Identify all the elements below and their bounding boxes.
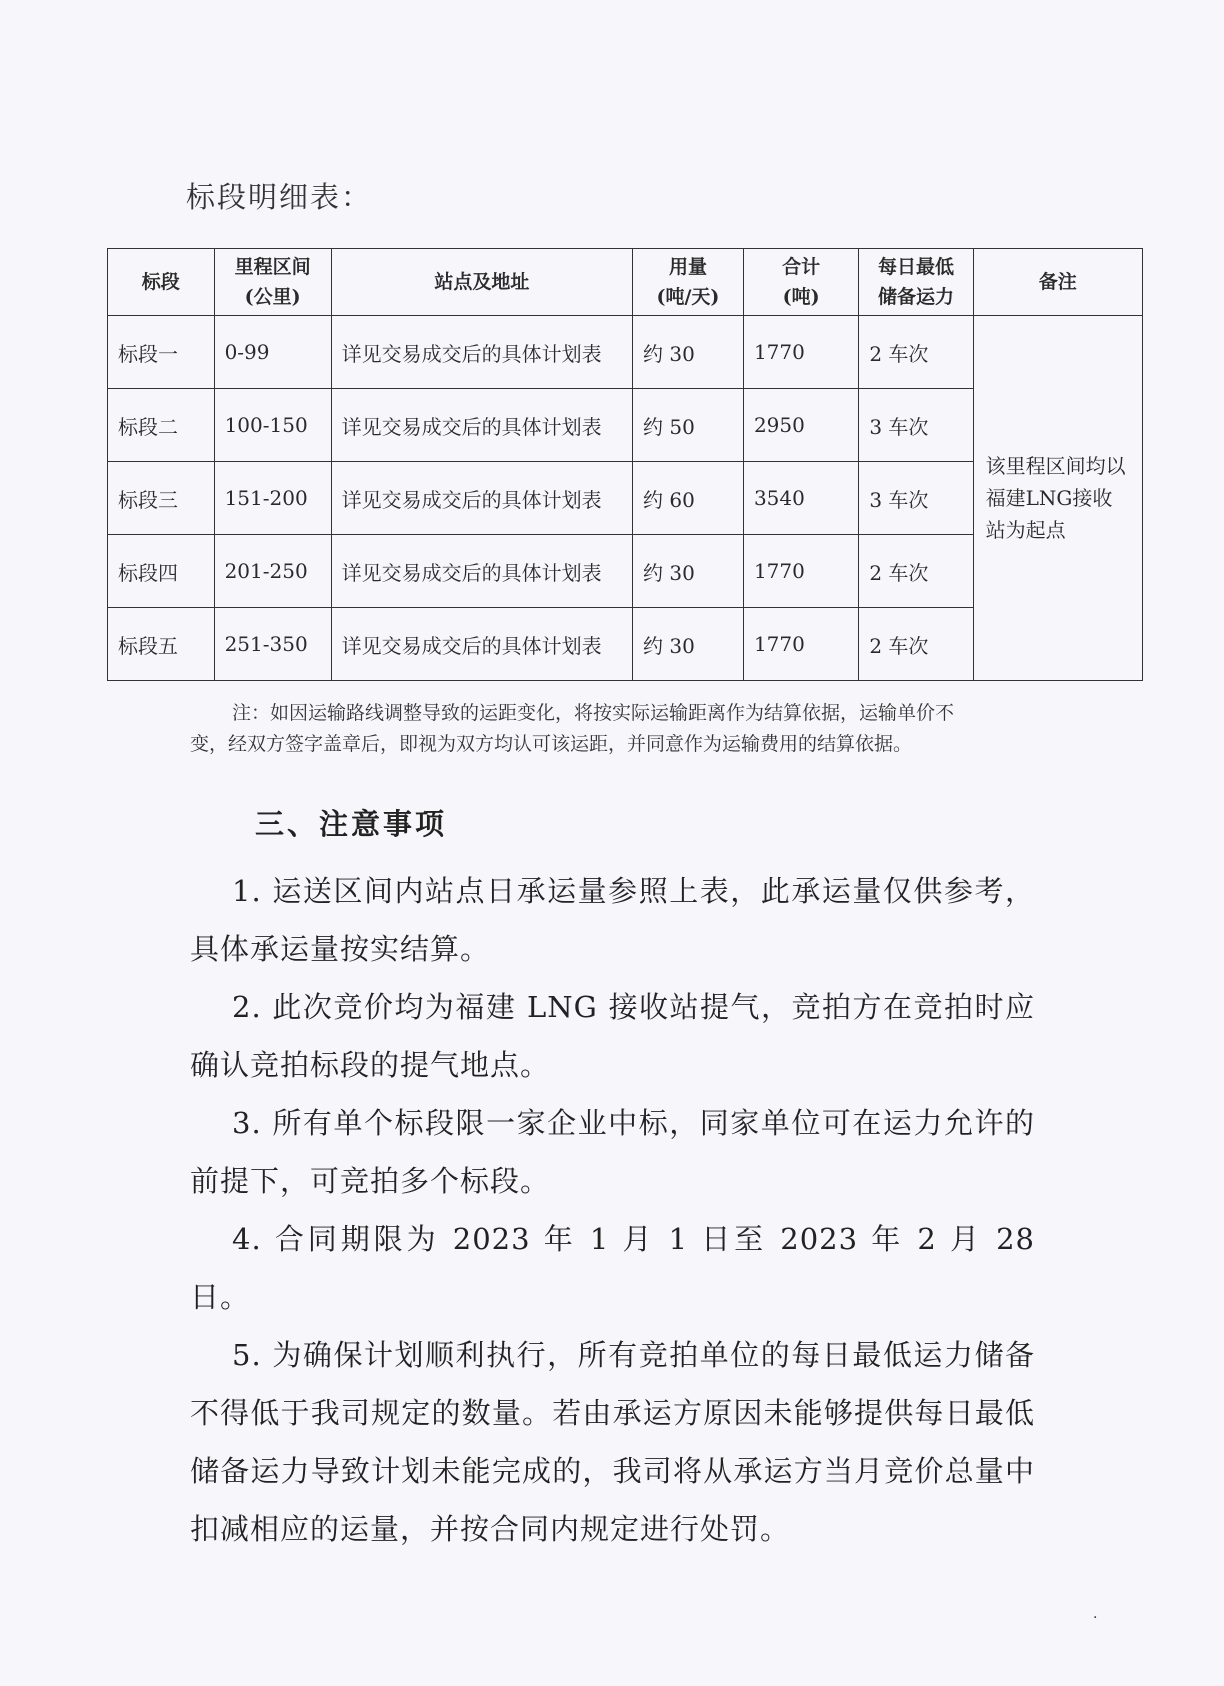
segment-detail-table <box>107 248 1143 681</box>
cell-segment: 标段一 <box>108 316 215 389</box>
cell-km: 100-150 <box>214 389 331 462</box>
cell-km: 151-200 <box>214 462 331 535</box>
cell-usage: 约 60 <box>632 462 743 535</box>
cell-km: 201-250 <box>214 535 331 608</box>
cell-usage: 约 30 <box>632 608 743 681</box>
cell-usage: 约 50 <box>632 389 743 462</box>
header-total <box>743 249 858 316</box>
cell-total: 3540 <box>743 462 858 535</box>
header-km-range <box>214 249 331 316</box>
table-row <box>108 316 1143 389</box>
cell-site: 详见交易成交后的具体计划表 <box>331 389 632 462</box>
header-segment: 标段 <box>108 249 215 316</box>
cell-usage: 约 30 <box>632 316 743 389</box>
cell-segment: 标段五 <box>108 608 215 681</box>
header-capacity-line1: 每日最低 <box>877 256 954 278</box>
cell-site: 详见交易成交后的具体计划表 <box>331 535 632 608</box>
cell-segment: 标段四 <box>108 535 215 608</box>
cell-site: 详见交易成交后的具体计划表 <box>331 316 632 389</box>
table-footnote: 注：如因运输路线调整导致的运距变化，将按实际运输距离作为结算依据，运输单价不变，经双方签字盖章后，即视为双方均认可该运距，并同意作为运输费用的结算依据。 <box>190 702 955 755</box>
cell-total: 2950 <box>743 389 858 462</box>
notice-item-3: 3. 所有单个标段限一家企业中标，同家单位可在运力允许的前提下，可竞拍多个标段。 <box>190 1106 1035 1198</box>
cell-total: 1770 <box>743 608 858 681</box>
cell-capacity: 2 车次 <box>859 608 973 681</box>
notice-items <box>190 862 1035 1558</box>
cell-capacity: 2 车次 <box>859 535 973 608</box>
cell-total: 1770 <box>743 535 858 608</box>
header-total-line1: 合计 <box>782 256 821 278</box>
notice-item-1: 1. 运送区间内站点日承运量参照上表，此承运量仅供参考，具体承运量按实结算。 <box>190 874 1035 966</box>
cell-usage: 约 30 <box>632 535 743 608</box>
header-km-line1: 里程区间 <box>234 256 311 278</box>
table-caption: 标段明细表： <box>186 180 373 214</box>
header-site: 站点及地址 <box>331 249 632 316</box>
header-note: 备注 <box>973 249 1142 316</box>
cell-capacity: 2 车次 <box>859 316 973 389</box>
cell-km: 251-350 <box>214 608 331 681</box>
header-usage <box>632 249 743 316</box>
table-header-row <box>108 249 1143 316</box>
header-min-capacity <box>859 249 973 316</box>
notice-item-4: 4. 合同期限为 2023 年 1 月 1 日至 2023 年 2 月 28 日。 <box>190 1222 1035 1314</box>
header-usage-line1: 用量 <box>668 256 707 278</box>
cell-total: 1770 <box>743 316 858 389</box>
cell-capacity: 3 车次 <box>859 462 973 535</box>
header-capacity-line2: 储备运力 <box>877 286 954 308</box>
cell-km: 0-99 <box>214 316 331 389</box>
header-km-line2: (公里) <box>244 286 301 308</box>
cell-segment: 标段三 <box>108 462 215 535</box>
cell-segment: 标段二 <box>108 389 215 462</box>
cell-site: 详见交易成交后的具体计划表 <box>331 608 632 681</box>
header-total-line2: (吨) <box>782 286 820 308</box>
scan-speck: · <box>1093 1610 1098 1626</box>
cell-note: 该里程区间均以福建LNG接收站为起点 <box>973 316 1142 681</box>
header-usage-line2: (吨/天) <box>656 286 720 308</box>
notice-item-2: 2. 此次竞价均为福建 LNG 接收站提气，竞拍方在竞拍时应确认竞拍标段的提气地点。 <box>190 990 1035 1082</box>
cell-capacity: 3 车次 <box>859 389 973 462</box>
cell-site: 详见交易成交后的具体计划表 <box>331 462 632 535</box>
section-title: 三、注意事项 <box>255 807 448 841</box>
notice-item-5: 5. 为确保计划顺利执行，所有竞拍单位的每日最低运力储备不得低于我司规定的数量。若由承运方原因未能够提供每日最低储备运力导致计划未能完成的，我司将从承运方当月竞价总量中扣减相应的运量，并按合同内规定进行处罚。 <box>190 1338 1035 1546</box>
